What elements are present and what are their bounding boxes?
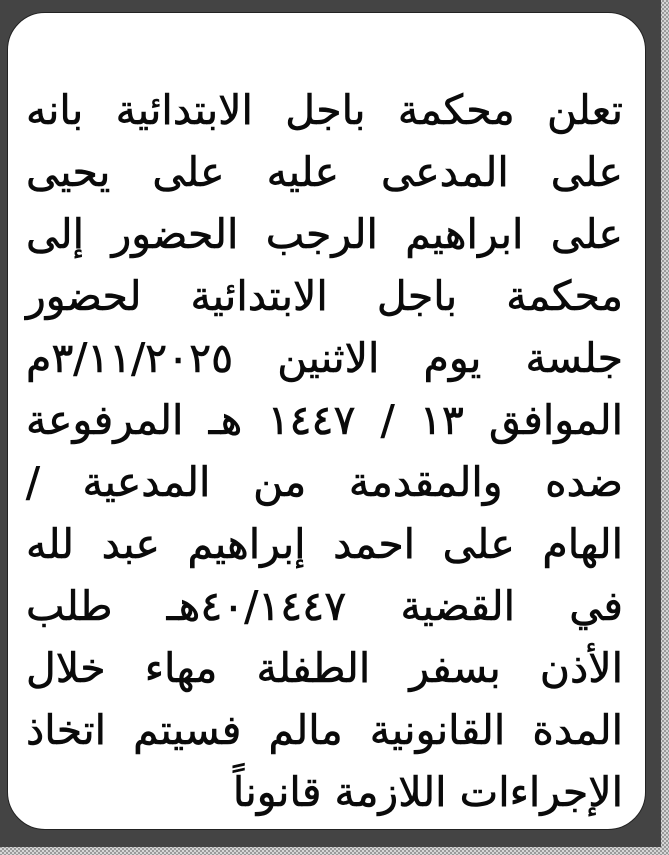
notice-text — [26, 79, 623, 823]
notice-line-2: على المدعى عليه على يحيى — [26, 148, 623, 196]
notice-line-4: محكمة باجل الابتدائية لحضور — [26, 272, 623, 320]
notice-line-10: الأذن بسفر الطفلة مهاء خلال — [26, 644, 623, 692]
notice-line-11: المدة القانونية مالم فسيتم اتخاذ — [26, 706, 623, 754]
notice-line-12: الإجراءات اللازمة قانوناً — [232, 768, 623, 816]
notice-line-9: في القضية ٤٠/١٤٤٧هـ طلب — [26, 582, 623, 630]
notice-card — [7, 12, 646, 830]
notice-line-7: ضده والمقدمة من المدعية / — [26, 458, 623, 506]
notice-line-5: جلسة يوم الاثنين ٣/١١/٢٠٢٥م — [26, 334, 623, 382]
notice-line-3: على ابراهيم الرجب الحضور إلى — [26, 210, 623, 258]
notice-line-6: الموافق ١٣ / ١٤٤٧ هـ المرفوعة — [26, 396, 623, 444]
notice-line-1: تعلن محكمة باجل الابتدائية بانه — [26, 86, 623, 134]
notice-line-8: الهام على احمد إبراهيم عبد لله — [26, 520, 623, 568]
